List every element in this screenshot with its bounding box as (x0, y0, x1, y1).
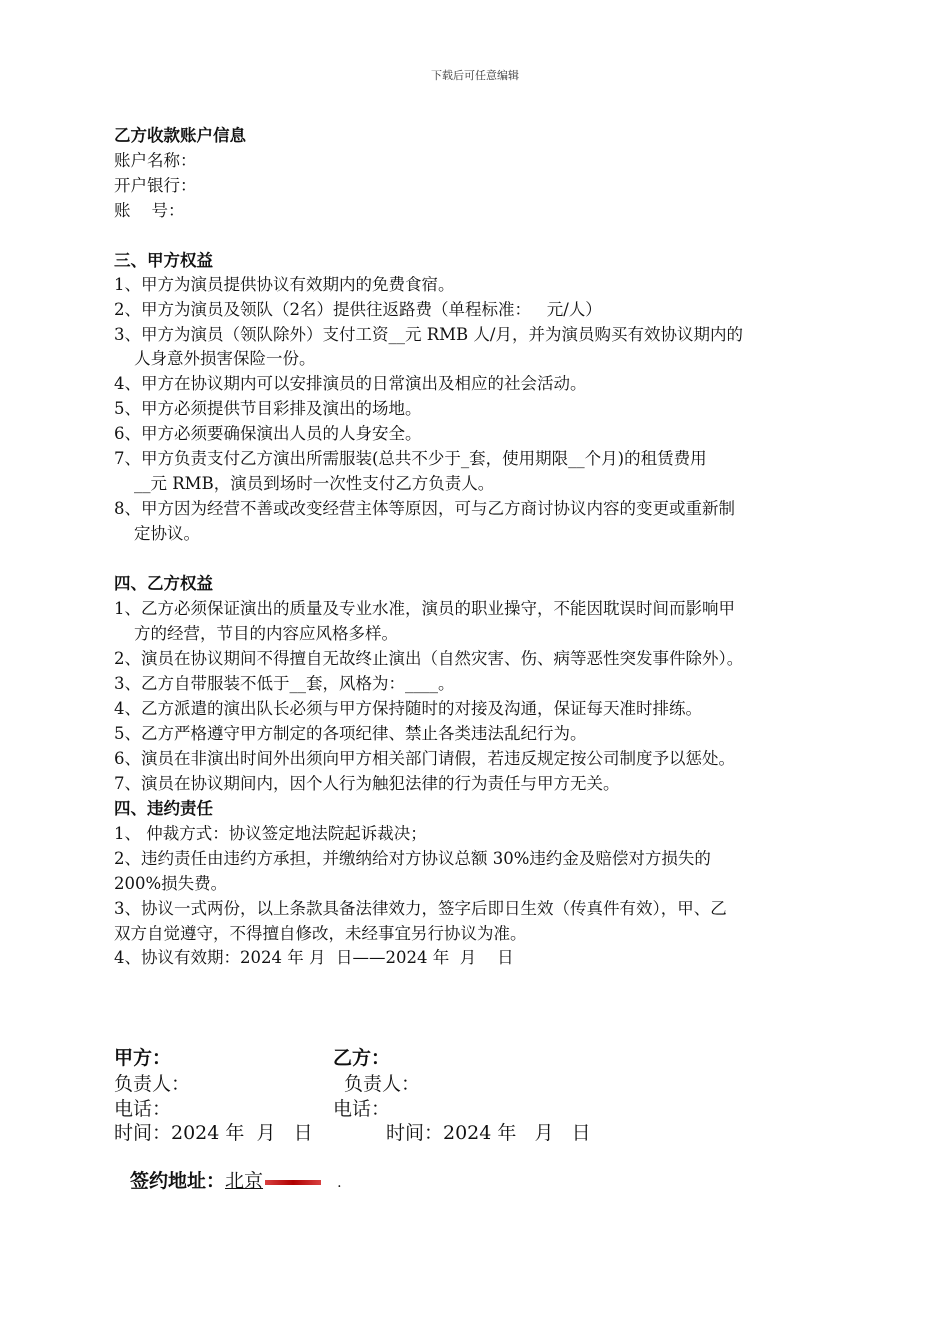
party-a-item: 5、甲方必须提供节目彩排及演出的场地。 (114, 399, 422, 418)
address-tail: . (337, 1175, 342, 1191)
party-a-item: 2、甲方为演员及领队（2名）提供往返路费（单程标准： 元/人） (114, 300, 602, 319)
account-name: 账户名称： (114, 151, 197, 170)
breach-item: 2、违约责任由违约方承担，并缴纳给对方协议总额 30%违约金及赔偿对方损失的 (114, 849, 711, 868)
party-a-item: 8、甲方因为经营不善或改变经营主体等原因，可与乙方商讨协议内容的变更或重新制 (114, 499, 735, 518)
party-b-item-cont: 方的经营，节目的内容应风格多样。 (134, 624, 398, 643)
party-b-item: 1、乙方必须保证演出的质量及专业水准，演员的职业操守，不能因耽误时间而影响甲 (114, 599, 735, 618)
party-a-person: 负责人： (114, 1073, 191, 1095)
party-a-item: 6、甲方必须要确保演出人员的人身安全。 (114, 424, 422, 443)
address-label: 签约地址： (130, 1170, 226, 1192)
party-a-item-cont: 定协议。 (134, 524, 200, 543)
breach-item: 3、协议一式两份，以上条款具备法律效力，签字后即日生效（传真件有效），甲、乙 (114, 899, 727, 918)
party-b-item: 7、演员在协议期间内，因个人行为触犯法律的行为责任与甲方无关。 (114, 774, 620, 793)
breach-item-cont: 双方自觉遵守，不得擅自修改，未经事宜另行协议为准。 (114, 924, 527, 943)
party-a-phone: 电话： (114, 1098, 172, 1120)
breach-item: 1、 仲裁方式：协议签定地法院起诉裁决； (114, 824, 427, 843)
party-a-item: 7、甲方负责支付乙方演出所需服装(总共不少于_套，使用期限__个月)的租赁费用 (114, 449, 707, 468)
breach-title: 四、违约责任 (114, 799, 213, 818)
account-title: 乙方收款账户信息 (114, 126, 246, 145)
breach-item-cont: 200%损失费。 (114, 874, 228, 893)
party-a-sign-title: 甲方： (114, 1047, 172, 1069)
party-b-sign-title: 乙方： (333, 1047, 391, 1069)
party-b-item: 4、乙方派遣的演出队长必须与甲方保持随时的对接及沟通，保证每天准时排练。 (114, 699, 702, 718)
redacted-mark (265, 1180, 321, 1185)
party-a-item-cont: __元 RMB，演员到场时一次性支付乙方负责人。 (134, 474, 495, 493)
party-a-title: 三、甲方权益 (114, 251, 213, 270)
party-a-item: 4、甲方在协议期内可以安排演员的日常演出及相应的社会活动。 (114, 374, 587, 393)
page-header: 下载后可任意编辑 (431, 69, 519, 82)
party-a-item-cont: 人身意外损害保险一份。 (134, 349, 316, 368)
party-b-item: 3、乙方自带服装不低于__套，风格为：____。 (114, 674, 455, 693)
party-b-time: 时间：2024 年 月 日 (386, 1122, 591, 1144)
party-b-item: 2、演员在协议期间不得擅自无故终止演出（自然灾害、伤、病等恶性突发事件除外）。 (114, 649, 744, 668)
breach-item: 4、协议有效期：2024 年 月 日——2024 年 月 日 (114, 948, 514, 967)
party-a-item: 1、甲方为演员提供协议有效期内的免费食宿。 (114, 275, 455, 294)
party-b-title: 四、乙方权益 (114, 574, 213, 593)
party-b-phone: 电话： (333, 1098, 391, 1120)
account-number: 账 号： (114, 201, 185, 220)
party-a-item: 3、甲方为演员（领队除外）支付工资__元 RMB 人/月，并为演员购买有效协议期内的 (114, 325, 743, 344)
party-b-person: 负责人： (344, 1073, 421, 1095)
address-value: 北京 (225, 1170, 264, 1192)
party-b-item: 5、乙方严格遵守甲方制定的各项纪律、禁止各类违法乱纪行为。 (114, 724, 587, 743)
signing-address (130, 1168, 342, 1196)
party-b-item: 6、演员在非演出时间外出须向甲方相关部门请假，若违反规定按公司制度予以惩处。 (114, 749, 735, 768)
account-bank: 开户银行： (114, 176, 197, 195)
party-a-time: 时间：2024 年 月 日 (114, 1122, 313, 1144)
